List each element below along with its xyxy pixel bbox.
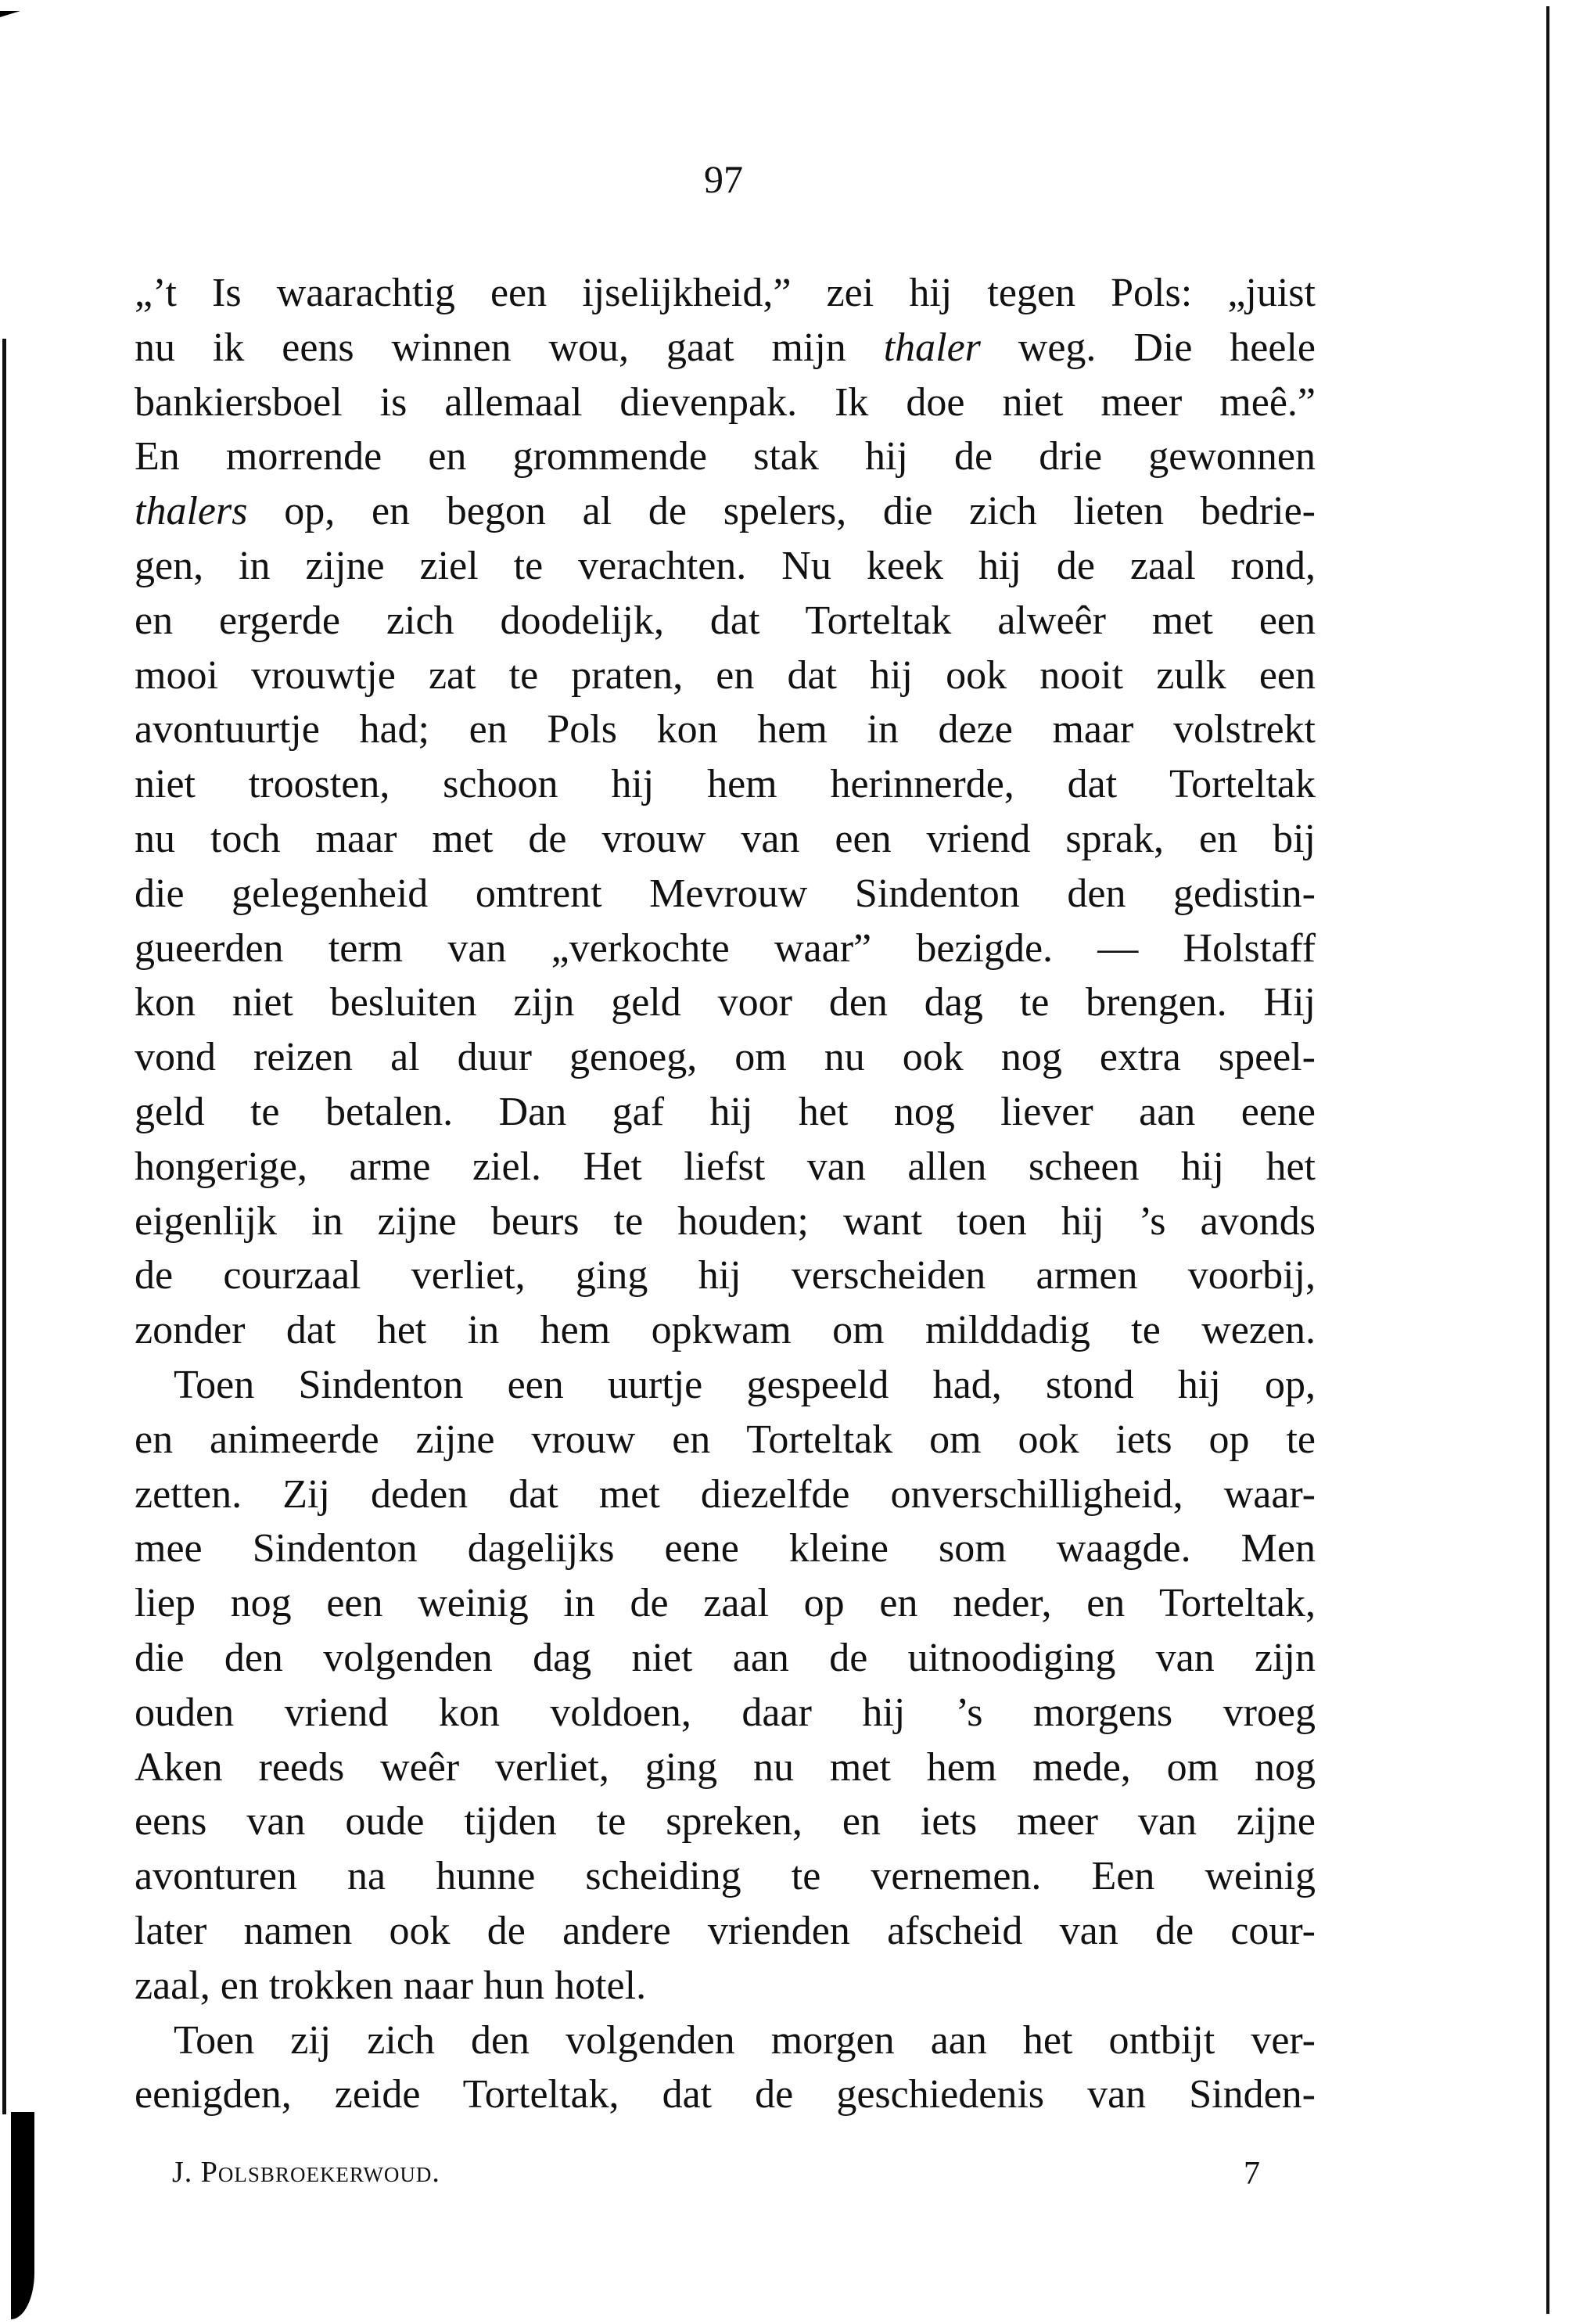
text-line: hongerige, arme ziel. Het liefst van allen scheen hij het: [135, 1144, 1316, 1189]
text-line: nu toch maar met de vrouw van een vriend sprak, en bij: [135, 816, 1316, 861]
text-line: gen, in zijne ziel te verachten. Nu keek hij de zaal rond,: [135, 543, 1316, 588]
text-segment: weg. Die heele: [980, 325, 1316, 370]
text-line: mee Sindenton dagelijks eene kleine som waagde. Men: [135, 1526, 1316, 1571]
text-line: eenigden, zeide Torteltak, dat de geschiedenis van Sinden-: [135, 2072, 1316, 2117]
page-edge-right: [1546, 6, 1549, 2314]
page-edge-left-shadow: [11, 2112, 34, 2319]
text-line: liep nog een weinig in de zaal op en neder, en Torteltak,: [135, 1581, 1316, 1626]
text-line: zaal, en trokken naar hun hotel.: [135, 1963, 647, 2008]
text-segment: nu ik eens winnen wou, gaat mijn: [135, 325, 884, 370]
text-segment: op, en begon al de spelers, die zich lieten bedrie-: [247, 489, 1316, 534]
text-line: die den volgenden dag niet aan de uitnoodiging van zijn: [135, 1635, 1316, 1680]
text-line: Aken reeds weêr verliet, ging nu met hem mede, om nog: [135, 1744, 1316, 1790]
text-line: kon niet besluiten zijn geld voor den dag te brengen. Hij: [135, 980, 1316, 1026]
text-line: mooi vrouwtje zat te praten, en dat hij ook nooit zulk een: [135, 652, 1316, 698]
text-line: En morrende en grommende stak hij de drie gewonnen: [135, 434, 1316, 480]
text-line: geld te betalen. Dan gaf hij het nog liever aan eene: [135, 1089, 1316, 1134]
body-text: [135, 266, 1316, 2122]
italic-word: thalers: [135, 489, 248, 534]
footer-author: J. Polsbroekerwoud.: [172, 2156, 440, 2189]
text-line: later namen ook de andere vrienden afscheid van de cour-: [135, 1908, 1316, 1953]
text-line: eigenlijk in zijne beurs te houden; want toen hij ’s avonds: [135, 1198, 1316, 1244]
text-line: eens van oude tijden te spreken, en iets meer van zijne: [135, 1799, 1316, 1844]
text-line: ouden vriend kon voldoen, daar hij ’s morgens vroeg: [135, 1690, 1316, 1735]
text-line: vond reizen al duur genoeg, om nu ook nog extra speel-: [135, 1035, 1316, 1080]
signature-mark: 7: [1244, 2156, 1260, 2192]
italic-word: thaler: [883, 325, 981, 370]
text-line: Toen Sindenton een uurtje gespeeld had, stond hij op,: [174, 1362, 1316, 1407]
text-line: zetten. Zij deden dat met diezelfde onverschilligheid, waar-: [135, 1471, 1316, 1517]
text-line: en animeerde zijne vrouw en Torteltak om ook iets op te: [135, 1417, 1316, 1462]
text-line: de courzaal verliet, ging hij verscheiden armen voorbij,: [135, 1253, 1316, 1298]
text-line: die gelegenheid omtrent Mevrouw Sindenton den gedistin-: [135, 871, 1316, 916]
page-edge-left: [2, 339, 6, 2114]
text-line: bankiersboel is allemaal dievenpak. Ik doe niet meer meê.”: [135, 379, 1316, 425]
text-line: [135, 321, 1316, 375]
text-line: avonturen na hunne scheiding te vernemen. Een weinig: [135, 1854, 1316, 1899]
page-number: 97: [704, 157, 743, 201]
text-line: avontuurtje had; en Pols kon hem in deze maar volstrekt: [135, 707, 1316, 753]
text-line: en ergerde zich doodelijk, dat Torteltak alweêr met een: [135, 598, 1316, 643]
text-line: zonder dat het in hem opkwam om milddadig te wezen.: [135, 1308, 1316, 1353]
text-line: gueerden term van „verkochte waar” bezigde. — Holstaff: [135, 925, 1316, 971]
text-line: niet troosten, schoon hij hem herinnerde, dat Torteltak: [135, 762, 1316, 807]
text-line: Toen zij zich den volgenden morgen aan het ontbijt ver-: [174, 2017, 1316, 2063]
text-line: [135, 484, 1316, 539]
scan-corner-mark: [0, 11, 20, 17]
text-line: „’t Is waarachtig een ijselijkheid,” zei hij tegen Pols: „juist: [135, 271, 1316, 315]
